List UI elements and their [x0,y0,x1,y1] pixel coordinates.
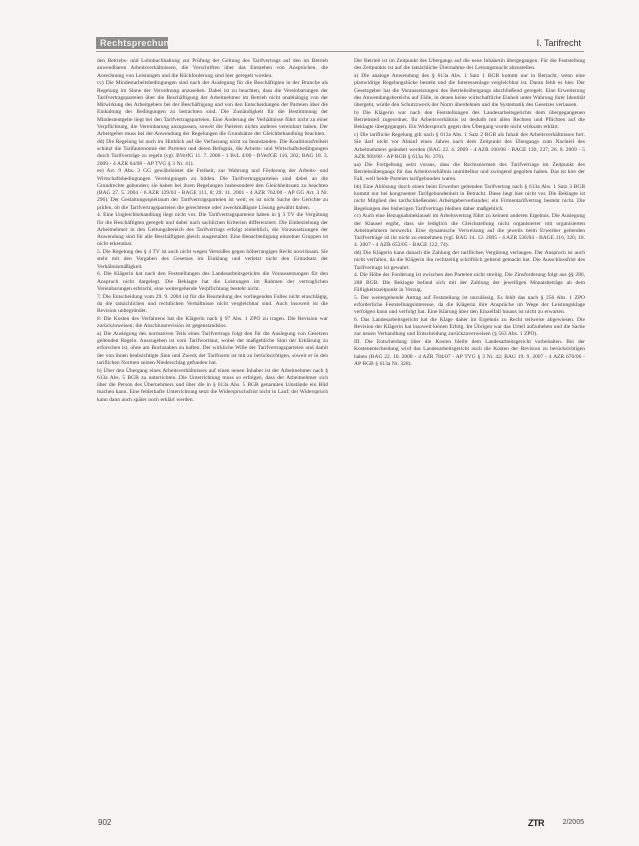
paragraph: 5. Der weitergehende Antrag auf Feststellung ist unzulässig. Es fehlt das nach § 256 Abs. 1 ZPO erforderliche Feststellungsinteresse, da die Klägerin ihre Ansprüche im Wege der Leistungsklage verfolgen kann und verfolgt hat. Eine Klärung über den Einzelfall hinaus ist nicht zu erwarten. [354,294,585,315]
paragraph: dd) Die Regelung ist auch im Hinblick auf die Verfassung nicht zu beanstanden. Die Koalitionsfreiheit schützt die Tarifautonomie der Parteien und deren Befugnis, die Arbeits- und Wirtschaftsbedingungen durch Tarifverträge zu regeln (vgl. BVerfG 11. 7. 2006 - 1 BvL 4/00 - BVerfGE 116, 202; BAG 18. 3. 2009 - 4 AZR 64/08 - AP TVG § 3 Nr. 41). [97,138,328,167]
paragraph: Der Betrieb ist im Zeitpunkt des Übergangs auf die neue Inhaberin übergegangen. Für die Feststellung des Zeitpunkts ist auf die tatsächliche Übernahme der Leitungsmacht abzustellen. [354,58,585,72]
paragraph: b) Über den Übergang eines Arbeitsverhältnisses auf einen neuen Inhaber ist der Arbeitnehmer nach § 613a Abs. 5 BGB zu unterrichten. Die Unterrichtung muss so erfolgen, dass der Arbeitnehmer sich über die Person des Übernehmers und über die in § 613a Abs. 5 BGB genannten Umstände ein Bild machen kann. Eine fehlerhafte Unterrichtung setzt die Widerspruchsfrist nicht in Lauf; der Widerspruch kann dann auch später noch erklärt werden. [97,367,328,403]
paragraph: dd) Die Klägerin kann danach die Zahlung der tariflichen Vergütung verlangen. Der Anspruch ist auch nicht verfallen, da die Klägerin ihn rechtzeitig schriftlich geltend gemacht hat. Die Ausschlussfrist des Tarifvertrags ist gewahrt. [354,250,585,271]
issue-number: 2/2005 [562,819,584,826]
paragraph: c) Die tarifliche Regelung gilt nach § 613a Abs. 1 Satz 2 BGB als Inhalt des Arbeitsverhältnisses fort. Sie darf nicht vor Ablauf eines Jahres nach dem Zeitpunkt des Übergangs zum Nachteil des Arbeitnehmers geändert werden (BAG 22. 4. 2009 - 4 AZR 100/08 - BAGE 130, 237; 26. 8. 2009 - 5 AZR 969/08 - AP BGB § 613a Nr. 376). [354,132,585,160]
paragraph: III. Die Entscheidung über die Kosten bleibt dem Landesarbeitsgericht vorbehalten. Bei der Kostenentscheidung wird das Landesarbeitsgericht auch die Kosten der Revision zu berücksichtigen haben (BAG 22. 10. 2008 - 4 AZR 784/07 - AP TVG § 3 Nr. 42; BAG 19. 9. 2007 - 4 AZR 670/06 - AP BGB § 613a Nr. 328). [354,339,585,367]
paragraph: 7. Die Entscheidung vom 29. 9. 2004 ist für die Beurteilung des vorliegenden Falles nicht einschlägig, da die tatsächlichen und rechtlichen Verhältnisse nicht vergleichbar sind. Auch insoweit ist die Revision unbegründet. [97,293,328,314]
paragraph: 8. Die Kosten des Verfahrens hat die Klägerin nach § 97 Abs. 1 ZPO zu tragen. Die Revision war zurückzuweisen; die Anschlussrevision ist gegenstandslos. [97,315,328,329]
paragraph: 6. Das Landesarbeitsgericht hat die Klage daher im Ergebnis zu Recht teilweise abgewiesen. Die Revision der Klägerin hat insoweit keinen Erfolg. Im Übrigen war das Urteil aufzuheben und die Sache zur neuen Verhandlung und Entscheidung zurückzuverweisen (§ 563 Abs. 1 ZPO). [354,316,585,338]
journal-logo: ZTR [528,818,544,828]
paragraph: 6. Die Klägerin hat nach den Feststellungen des Landesarbeitsgerichts die Voraussetzungen für den Anspruch nicht dargelegt. Die Beklagte hat die Leistungen im Rahmen der vertraglichen Vereinbarungen erbracht, eine weitergehende Verpflichtung besteht nicht. [97,271,328,292]
paragraph: den Betriebs- und Lohnbuchhaltung zur Prüfung der Geltung des Tarifvertrags auf den im Betrieb anwendbaren Arbeitsverhältnissen, die Vorschriften über das Entstehen von Ansprüchen, die Anrechnung von Leistungen und die Rückforderung sind hier geregelt worden. [97,58,328,79]
paragraph: cc) Die Mindestarbeitsbedingungen sind nach der Auslegung für die Beschäftigten in der Branche als Regelung im Sinne der Verordnung anzusehen. Dabei ist zu beachten, dass die Vereinbarungen der Tarifvertragsparteien über die Beschäftigung der Arbeitnehmer im Betrieb nicht unabhängig von der Mitwirkung des Arbeitgebers bei der Beschäftigung und von den Entscheidungen der Parteien über die Einhaltung der Bedingungen zu betrachten sind. Die Zuständigkeit für die Bestimmung der Mindestentgelte liegt bei den Tarifvertragsparteien. Eine Änderung der Verhältnisse führt nicht zu einer Verpflichtung, die Vereinbarung anzupassen, soweit die Parteien nichts anderes vereinbart haben. Der Arbeitgeber muss bei der Anwendung der Regelungen die Grundsätze der Gleichbehandlung beachten. [97,80,328,137]
header-divider [96,51,584,52]
left-column [97,58,328,798]
paragraph: aa) Die Fortgeltung setzt voraus, dass die Rechtsnormen des Tarifvertrags im Zeitpunkt des Betriebsübergangs für das Arbeitsverhältnis unmittelbar und zwingend gegolten haben. Das ist hier der Fall, weil beide Parteien tarifgebunden waren. [354,161,585,182]
page-number: 902 [98,818,112,827]
section-label: Rechtsprechung [96,37,168,49]
chapter-label: I. Tarifrecht [536,38,581,48]
paragraph: a) Die analoge Anwendung des § 613a Abs. 1 Satz 1 BGB kommt nur in Betracht, wenn eine planwidrige Regelungslücke besteht und die Interessenlage vergleichbar ist. Daran fehlt es hier. Der Gesetzgeber hat die Voraussetzungen des Betriebsübergangs abschließend geregelt. Eine Erweiterung des Anwendungsbereichs auf Fälle, in denen keine wirtschaftliche Einheit unter Wahrung ihrer Identität übergeht, würde den Schutzzweck der Norm überdehnen und die Systematik des Gesetzes verlassen. [354,73,585,108]
paragraph: b) Die Klägerin war nach den Feststellungen des Landesarbeitsgerichts dem übergegangenen Betriebsteil zugeordnet. Ihr Arbeitsverhältnis ist deshalb mit allen Rechten und Pflichten auf die Beklagte übergegangen. Ein Widerspruch gegen den Übergang wurde nicht wirksam erklärt. [354,109,585,131]
paragraph: cc) Auch eine Bezugnahmeklausel im Arbeitsvertrag führt zu keinem anderen Ergebnis. Die Auslegung der Klausel ergibt, dass sie lediglich die Gleichstellung nicht organisierter mit organisierten Arbeitnehmern bezweckt. Eine dynamische Verweisung auf die jeweils beim Erwerber geltenden Tarifverträge ist ihr nicht zu entnehmen (vgl. BAG 14. 12. 2005 - 4 AZR 536/04 - BAGE 116, 326; 18. 4. 2007 - 4 AZR 652/05 - BAGE 122, 74). [354,213,585,249]
paragraph: ee) Art. 9 Abs. 3 GG gewährleistet die Freiheit, zur Wahrung und Förderung der Arbeits- und Wirtschaftsbedingungen Vereinigungen zu bilden. Die Tarifvertragsparteien sind dabei an die Grundrechte gebunden; sie haben bei ihren Regelungen insbesondere den Gleichheitssatz zu beachten (BAG 27. 5. 2004 - 6 AZR 129/03 - BAGE 111, 8; 29. 11. 2001 - 4 AZR 762/00 - AP GG Art. 3 Nr. 296). Der Gestaltungsspielraum der Tarifvertragsparteien ist weit; es ist nicht Sache der Gerichte zu prüfen, ob die Tarifvertragsparteien die gerechteste oder zweckmäßigste Lösung gewählt haben. [97,168,328,211]
paragraph: a) Die Auslegung des normativen Teils eines Tarifvertrags folgt den für die Auslegung von Gesetzen geltenden Regeln. Auszugehen ist vom Tarifwortlaut, wobei der maßgebliche Sinn der Erklärung zu erforschen ist, ohne am Buchstaben zu haften. Der wirkliche Wille der Tarifvertragsparteien und damit der von ihnen beabsichtigte Sinn und Zweck der Tarifnorm ist mit zu berücksichtigen, soweit er in den tariflichen Normen seinen Niederschlag gefunden hat. [97,330,328,366]
paragraph: 5. Die Regelung des § 4 TV ist auch nicht wegen Verstoßes gegen höherrangiges Recht unwirksam. Sie steht mit den Vorgaben des Gesetzes im Einklang und verletzt nicht den Grundsatz der Verhältnismäßigkeit. [97,249,328,270]
right-column [354,58,585,798]
paragraph: 4. Eine Ungleichbehandlung liegt nicht vor. Die Tarifvertragsparteien haben in § 3 TV die Vergütung für die Beschäftigten geregelt und dabei nach sachlichen Kriterien differenziert. Die Einbeziehung der Arbeitnehmer in den Geltungsbereich des Tarifvertrags erfolgt einheitlich, die Voraussetzungen der Anwendung sind für alle Beschäftigten gleich ausgestaltet. Eine Benachteiligung einzelner Gruppen ist nicht erkennbar. [97,212,328,248]
page-footer [96,818,584,828]
paragraph: 4. Die Höhe der Forderung ist zwischen den Parteien nicht streitig. Die Zinsforderung folgt aus §§ 286, 288 BGB. Die Beklagte befand sich mit der Zahlung der jeweiligen Monatsbeträge ab dem Fälligkeitszeitpunkt in Verzug. [354,272,585,293]
paragraph: bb) Eine Ablösung durch einen beim Erwerber geltenden Tarifvertrag nach § 613a Abs. 1 Satz 3 BGB kommt nur bei kongruenter Tarifgebundenheit in Betracht. Diese liegt hier nicht vor. Die Beklagte ist nicht Mitglied des tarifschließenden Arbeitgeberverbandes; ein Firmentarifvertrag besteht nicht. Die Regelungen des bisherigen Tarifvertrags bleiben daher maßgeblich. [354,183,585,212]
